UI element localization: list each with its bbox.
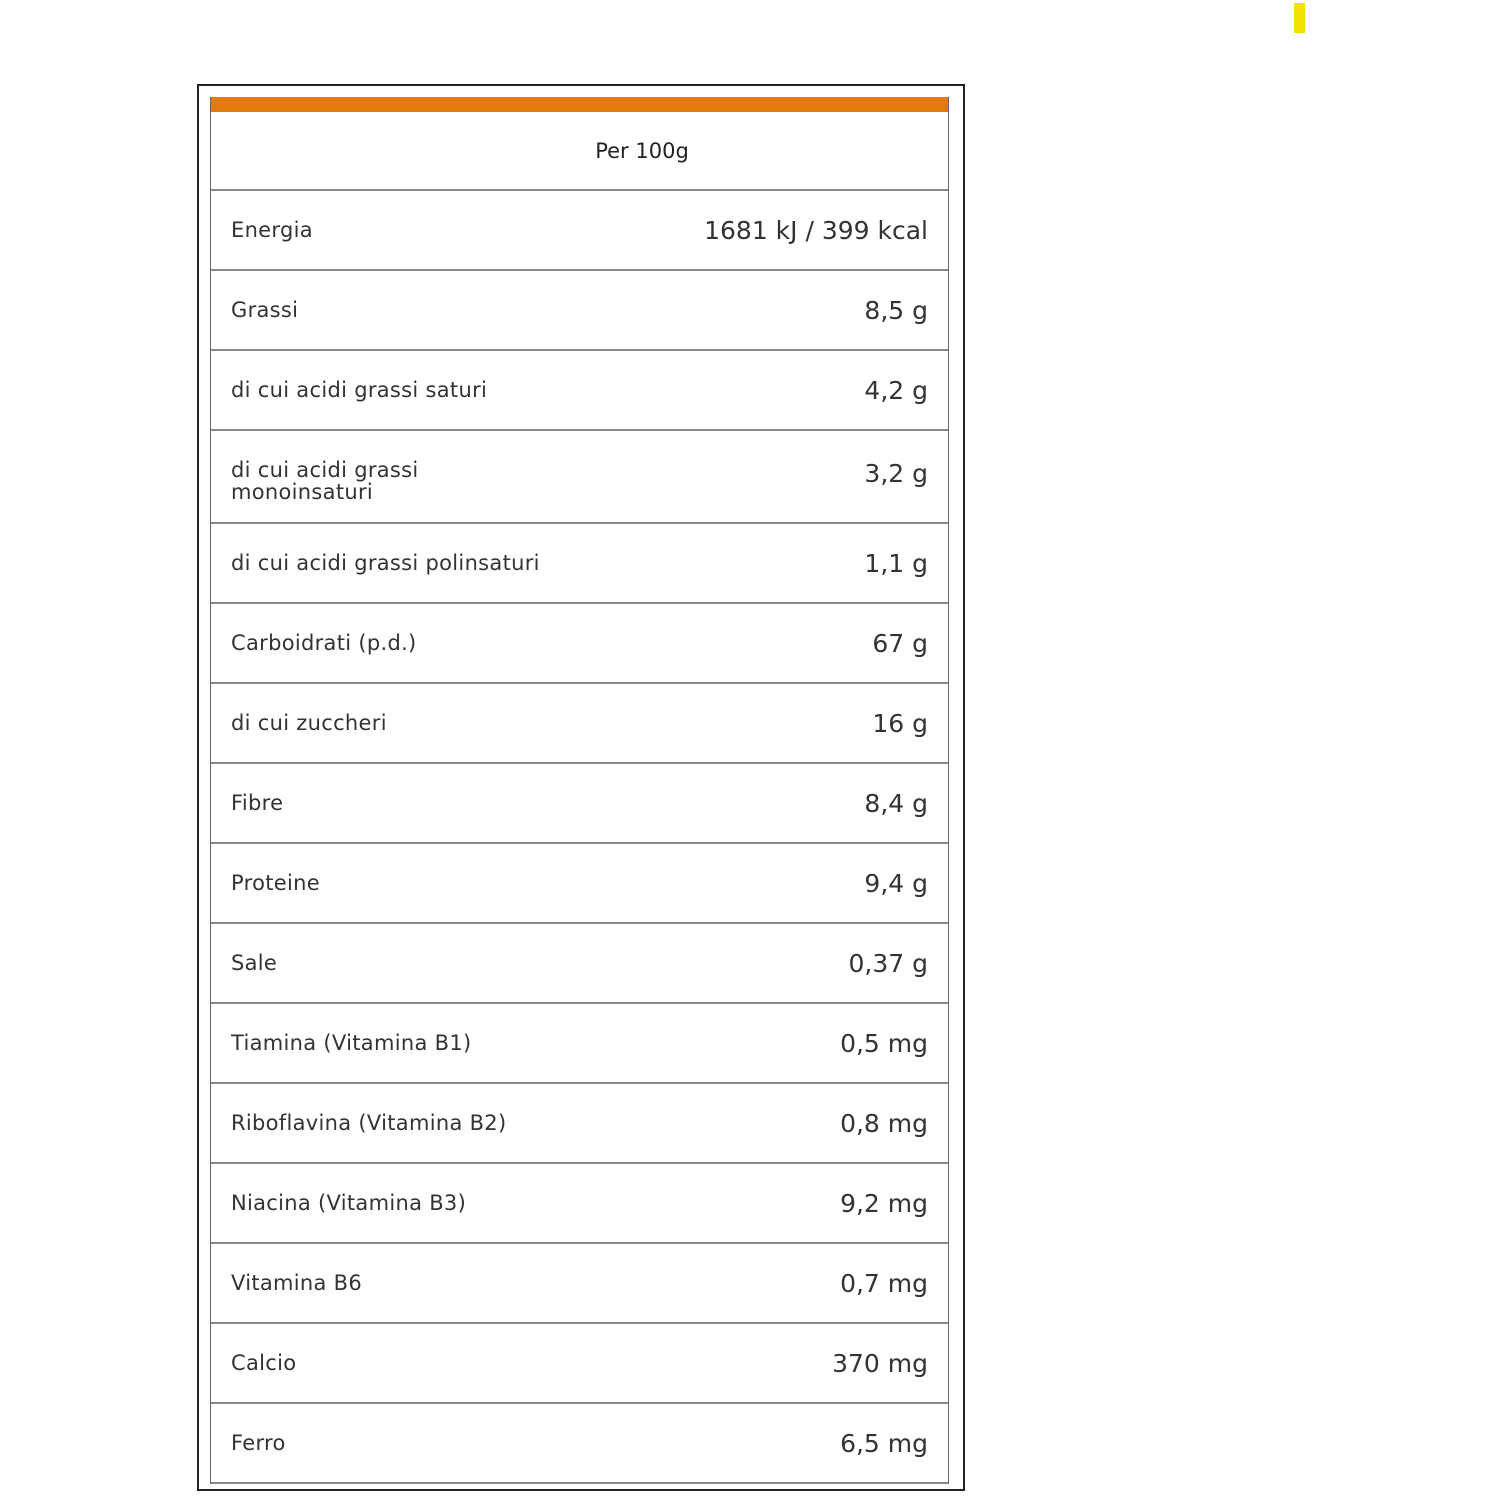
table-row [211, 604, 948, 684]
yellow-marker [1294, 3, 1305, 33]
accent-bar [211, 97, 948, 112]
nutrient-value: 9,4 g [864, 868, 928, 898]
nutrient-value: 67 g [872, 628, 928, 658]
nutrient-label: Vitamina B6 [231, 1271, 363, 1295]
nutrient-label: di cui acidi grassi saturi [231, 378, 488, 402]
nutrient-label: di cui acidi grassi monoinsaturi [231, 458, 419, 504]
nutrient-value: 3,2 g [864, 459, 928, 488]
table-row [211, 1404, 948, 1484]
table-row [211, 764, 948, 844]
table-row [211, 1004, 948, 1084]
nutrient-value: 8,4 g [864, 788, 928, 818]
nutrient-value: 9,2 mg [840, 1188, 928, 1218]
nutrition-table [210, 97, 949, 1484]
table-row [211, 1164, 948, 1244]
table-row [211, 1324, 948, 1404]
nutrient-label: Energia [231, 218, 313, 242]
nutrient-value: 0,37 g [848, 948, 928, 978]
table-row [211, 271, 948, 351]
nutrient-label: Niacina (Vitamina B3) [231, 1191, 467, 1215]
nutrient-value: 6,5 mg [840, 1428, 928, 1458]
table-row [211, 431, 948, 524]
nutrient-label: Sale [231, 951, 278, 975]
nutrient-label: Grassi [231, 298, 299, 322]
nutrition-table-frame [197, 84, 965, 1491]
nutrient-label: Calcio [231, 1351, 297, 1375]
table-row [211, 844, 948, 924]
nutrient-label: Ferro [231, 1431, 286, 1455]
nutrient-value: 370 mg [832, 1348, 928, 1378]
nutrient-label: Riboflavina (Vitamina B2) [231, 1111, 507, 1135]
nutrient-label: Proteine [231, 871, 320, 895]
table-row [211, 924, 948, 1004]
nutrient-value: 0,7 mg [840, 1268, 928, 1298]
table-row [211, 1084, 948, 1164]
nutrient-label: di cui zuccheri [231, 711, 387, 735]
nutrient-value: 4,2 g [864, 375, 928, 405]
nutrient-value: 8,5 g [864, 295, 928, 325]
nutrient-label: Carboidrati (p.d.) [231, 631, 417, 655]
nutrient-value: 0,8 mg [840, 1108, 928, 1138]
header-label: Per 100g [595, 138, 689, 163]
nutrient-value: 0,5 mg [840, 1028, 928, 1058]
table-row [211, 684, 948, 764]
nutrient-value: 1681 kJ / 399 kcal [704, 215, 928, 245]
table-row [211, 351, 948, 431]
nutrient-label: di cui acidi grassi polinsaturi [231, 551, 540, 575]
table-row [211, 524, 948, 604]
nutrient-value: 16 g [872, 708, 928, 738]
table-row [211, 1244, 948, 1324]
table-row [211, 191, 948, 271]
table-header [211, 112, 948, 191]
nutrient-label: Fibre [231, 791, 284, 815]
nutrient-label: Tiamina (Vitamina B1) [231, 1031, 472, 1055]
nutrient-value: 1,1 g [864, 548, 928, 578]
